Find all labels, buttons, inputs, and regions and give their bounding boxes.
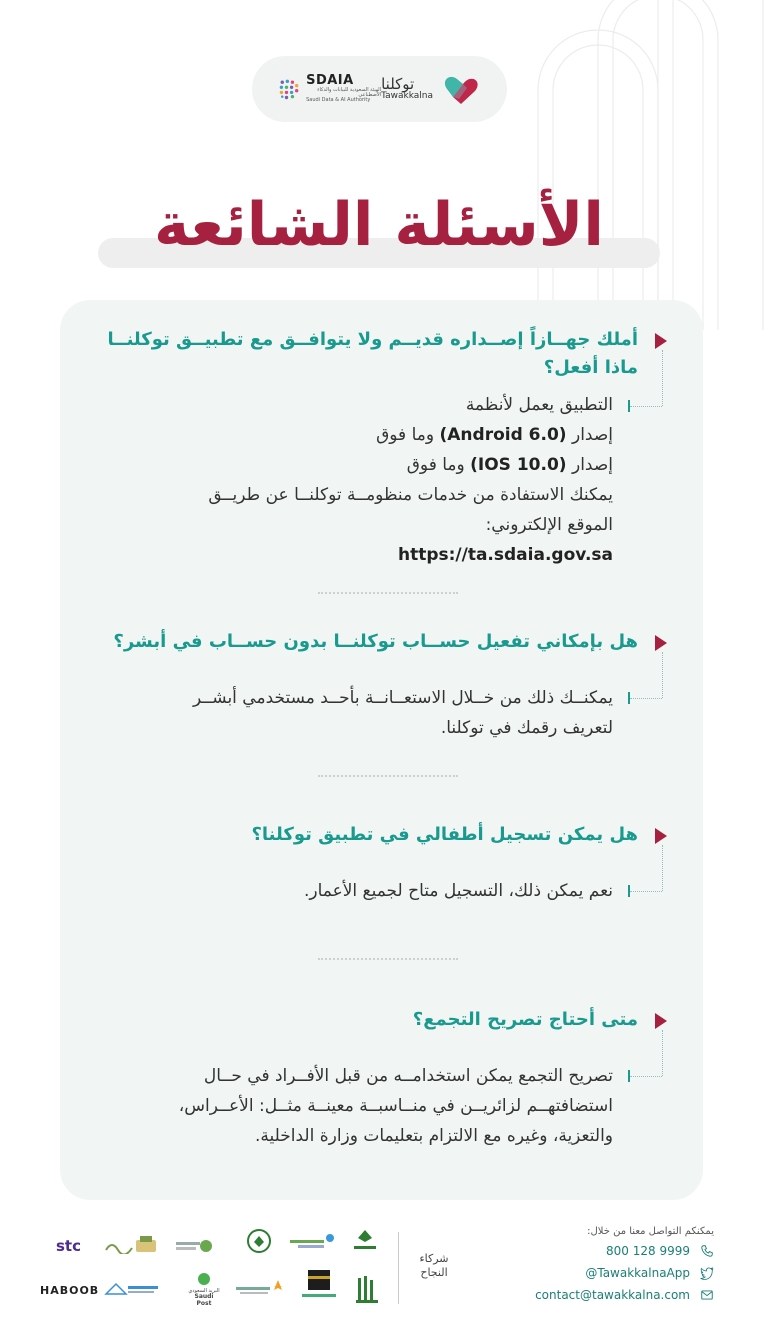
answer-4-line-3: والتعزية، وغيره مع الالتزام بتعليمات وزارة الداخلية.: [254, 1126, 613, 1146]
question-marker-icon: [655, 635, 667, 651]
twitter-icon: [700, 1266, 714, 1280]
answer-marker: [628, 692, 630, 704]
connector-line: [662, 350, 663, 406]
page-title: الأسئلة الشائعة: [154, 190, 604, 260]
answer-4-line-1: تصريح التجمع يمكن استخدامــه من قبل الأفــراد في حــال: [203, 1066, 613, 1086]
partner-logo-icon: [356, 1274, 380, 1304]
contact-twitter[interactable]: [585, 1266, 714, 1280]
partners-label-line-1: شركاء: [419, 1252, 449, 1265]
connector-line: [630, 406, 662, 407]
answer-4-line-2: استضافتهــم لزائريــن في منــاسبــة معينــة مثــل: الأعــراس،: [178, 1096, 613, 1116]
contact-email[interactable]: [535, 1288, 714, 1302]
answer-marker: [628, 1070, 630, 1082]
question-marker-icon: [655, 828, 667, 844]
faq-answer-1: [208, 390, 613, 570]
answer-2-line-1: يمكنــك ذلك من خــلال الاستعــانــة بأحــد مستخدمي أبشــر: [192, 688, 613, 708]
connector-line: [630, 891, 662, 892]
phone-icon: [700, 1244, 714, 1258]
background-arcs: [438, 0, 768, 330]
separator: [318, 958, 458, 960]
faq-question-3-line-1: هل يمكن تسجيل أطفالي في تطبيق توكلنا؟: [251, 824, 638, 845]
partner-logo-icon: [104, 1280, 160, 1298]
partner-logo-icon: [350, 1228, 380, 1256]
faq-question-3: [251, 821, 638, 849]
stc-logo: stc: [56, 1237, 81, 1255]
website-link[interactable]: https://ta.sdaia.gov.sa: [397, 545, 613, 565]
connector-line: [662, 1030, 663, 1076]
contact-phone[interactable]: [606, 1244, 714, 1258]
faq-question-1: [108, 326, 639, 382]
saudi-post-logo: [186, 1272, 222, 1307]
partner-logo-icon: [134, 1236, 158, 1256]
faq-answer-3: [304, 876, 613, 906]
sdaia-arabic: الهيئة السعودية للبيانات والذكاء الاصطناعي: [317, 86, 382, 99]
answer-1-line-1: التطبيق يعمل لأنظمة: [465, 395, 613, 415]
question-marker-icon: [655, 1013, 667, 1029]
contact-heading: يمكنكم التواصل معنا من خلال:: [587, 1226, 714, 1237]
saudi-post-arabic: البريد السعودي: [188, 1287, 220, 1294]
sdaia-english: Saudi Data & AI Authority: [306, 97, 371, 104]
saudi-post-english: Saudi Post: [194, 1293, 214, 1307]
answer-3-line-1: نعم يمكن ذلك، التسجيل متاح لجميع الأعمار.: [303, 881, 613, 901]
connector-line: [630, 1076, 662, 1077]
email-icon: [700, 1288, 714, 1302]
sdaia-logo: [278, 74, 381, 103]
partners-label-line-2: النجاح: [420, 1266, 448, 1279]
saudi-post-icon: [197, 1272, 211, 1286]
faq-question-2: [113, 628, 638, 656]
faq-answer-4: [179, 1061, 613, 1151]
answer-1-line-2: إصدار (Android 6.0) وما فوق: [376, 425, 613, 445]
separator: [318, 592, 458, 594]
connector-line: [662, 652, 663, 698]
faq-answer-2: [193, 683, 613, 743]
sdaia-name: SDAIA: [306, 73, 354, 89]
partner-logo-icon: [176, 1236, 212, 1256]
partners-label: [410, 1252, 458, 1280]
tawakkalna-english: Tawakkalna: [381, 91, 433, 102]
faq-question-1-line-1: أملك جهــازاً إصــداره قديــم ولا يتوافــق مع تطبيــق توكلنــا: [107, 329, 638, 350]
haboob-logo: HABOOB: [40, 1284, 100, 1297]
partner-logo-icon: [104, 1240, 134, 1254]
partner-logo-icon: [300, 1266, 338, 1302]
connector-line: [630, 698, 662, 699]
phone-number[interactable]: 800 128 9999: [606, 1244, 690, 1258]
tawakkalna-arabic: توكلنا: [381, 74, 415, 93]
partner-logo-icon: [246, 1228, 272, 1254]
answer-marker: [628, 885, 630, 897]
faq-question-2-line-1: هل بإمكاني تفعيل حســاب توكلنــا بدون حســاب في أبشر؟: [113, 631, 638, 652]
question-marker-icon: [655, 333, 667, 349]
answer-1-line-5: الموقع الإلكتروني:: [485, 515, 613, 535]
answer-1-line-3: إصدار (IOS 10.0) وما فوق: [406, 455, 613, 475]
tawakkalna-logo: [381, 71, 481, 107]
connector-line: [662, 845, 663, 891]
separator: [318, 775, 458, 777]
email-address[interactable]: contact@tawakkalna.com: [535, 1288, 690, 1302]
partner-logo-icon: [290, 1232, 336, 1252]
sdaia-dots-icon: [278, 76, 300, 102]
logo-header: [252, 56, 507, 122]
faq-question-4: [413, 1006, 638, 1034]
footer-divider: [398, 1232, 399, 1304]
answer-1-line-4: يمكنك الاستفادة من خدمات منظومــة توكلنــا عن طريــق: [208, 485, 613, 505]
tawakkalna-heart-icon: [439, 71, 481, 107]
twitter-handle[interactable]: @TawakkalnaApp: [585, 1266, 690, 1280]
faq-question-4-line-1: متى أحتاج تصريح التجمع؟: [412, 1009, 638, 1030]
partner-logo-icon: [236, 1278, 288, 1300]
faq-question-1-line-2: ماذا أفعل؟: [543, 357, 638, 378]
answer-marker: [628, 400, 630, 412]
answer-2-line-2: لتعريف رقمك في توكلنا.: [440, 718, 613, 738]
